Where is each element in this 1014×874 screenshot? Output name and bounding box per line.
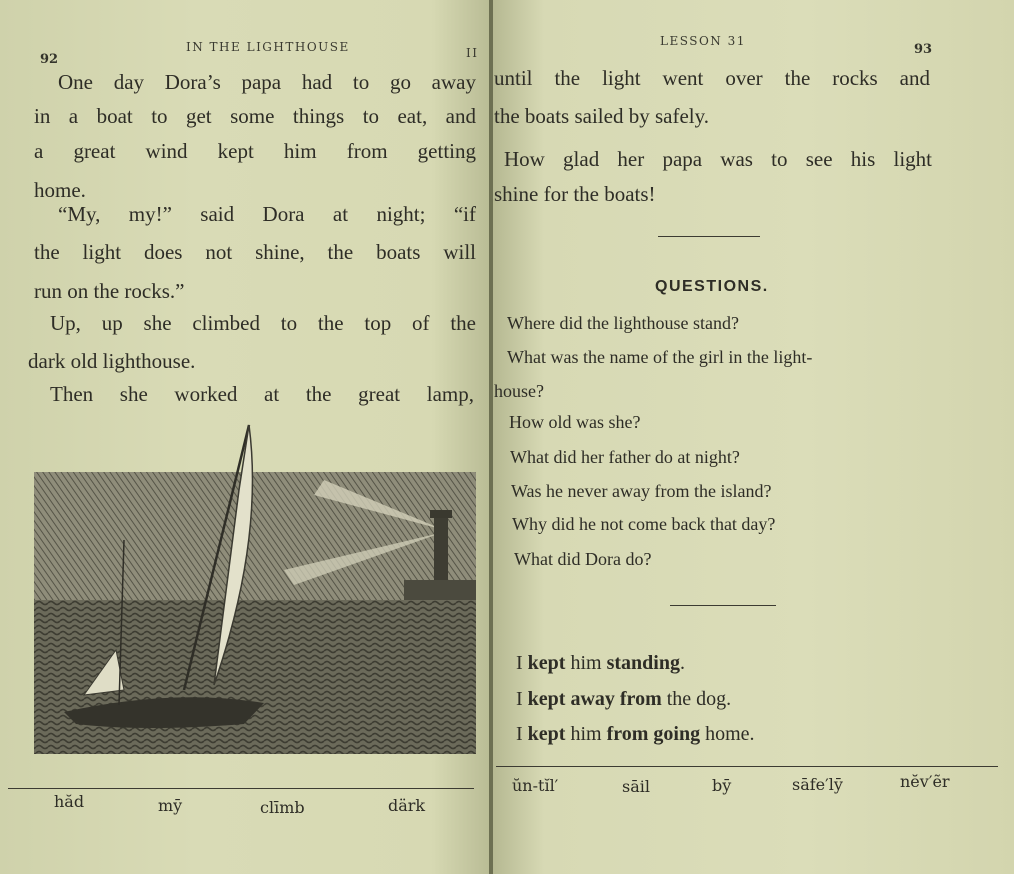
text-line: shine for the boats! bbox=[494, 182, 656, 206]
vocab-word: clīmb bbox=[260, 798, 305, 817]
running-head-right: LESSON 31 bbox=[660, 34, 746, 48]
footer-rule-left bbox=[8, 788, 474, 789]
text-line: dark old lighthouse. bbox=[28, 349, 196, 373]
footer-rule-right bbox=[496, 766, 998, 767]
text-line: run on the rocks.” bbox=[34, 279, 185, 303]
vocab-word: därk bbox=[388, 796, 426, 815]
drill-sentence: I kept him standing. bbox=[516, 652, 685, 674]
page-number-right: 93 bbox=[914, 42, 933, 57]
vocab-word: ŭn-tĭl′ bbox=[512, 776, 559, 795]
vocab-word: sāil bbox=[622, 777, 650, 796]
drill-sentence: I kept away from the dog. bbox=[516, 688, 732, 710]
vocab-word: hăd bbox=[54, 792, 85, 811]
text-line: the light does not shine, the boats will bbox=[34, 240, 476, 264]
vocab-word: nĕv′ẽr bbox=[900, 772, 950, 791]
vocab-word: bȳ bbox=[712, 776, 732, 795]
vocab-word: mȳ bbox=[158, 796, 183, 815]
question-line: Was he never away from the island? bbox=[511, 481, 772, 501]
text-line: a great wind kept him from getting bbox=[34, 139, 476, 163]
text-line: How glad her papa was to see his light bbox=[504, 147, 932, 171]
sailboat-lighthouse-illustration bbox=[24, 420, 476, 754]
question-line: Where did the lighthouse stand? bbox=[507, 313, 739, 333]
text-line: Then she worked at the great lamp, bbox=[50, 382, 474, 406]
question-line: What was the name of the girl in the light- bbox=[507, 347, 813, 367]
question-line: What did her father do at night? bbox=[510, 447, 740, 467]
corner-mark: II bbox=[466, 46, 479, 60]
text-line: One day Dora’s papa had to go away bbox=[58, 70, 476, 94]
question-line: What did Dora do? bbox=[514, 549, 652, 569]
text-line: the boats sailed by safely. bbox=[494, 104, 709, 128]
question-line: How old was she? bbox=[509, 412, 641, 432]
text-line: until the light went over the rocks and bbox=[494, 66, 930, 90]
drill-sentence: I kept him from going home. bbox=[516, 723, 755, 745]
text-line: “My, my!” said Dora at night; “if bbox=[58, 202, 476, 226]
book-gutter bbox=[489, 0, 493, 874]
running-head-left: IN THE LIGHTHOUSE bbox=[186, 40, 350, 54]
text-line: home. bbox=[34, 178, 86, 202]
question-line: house? bbox=[494, 381, 544, 401]
text-line: Up, up she climbed to the top of the bbox=[50, 311, 476, 335]
page-number-left: 92 bbox=[40, 52, 59, 67]
vocab-word: sāfe′lȳ bbox=[792, 775, 843, 794]
section-rule bbox=[670, 605, 776, 606]
questions-heading: QUESTIONS. bbox=[655, 278, 769, 295]
section-rule bbox=[658, 236, 760, 237]
question-line: Why did he not come back that day? bbox=[512, 514, 776, 534]
text-line: in a boat to get some things to eat, and bbox=[34, 104, 476, 128]
